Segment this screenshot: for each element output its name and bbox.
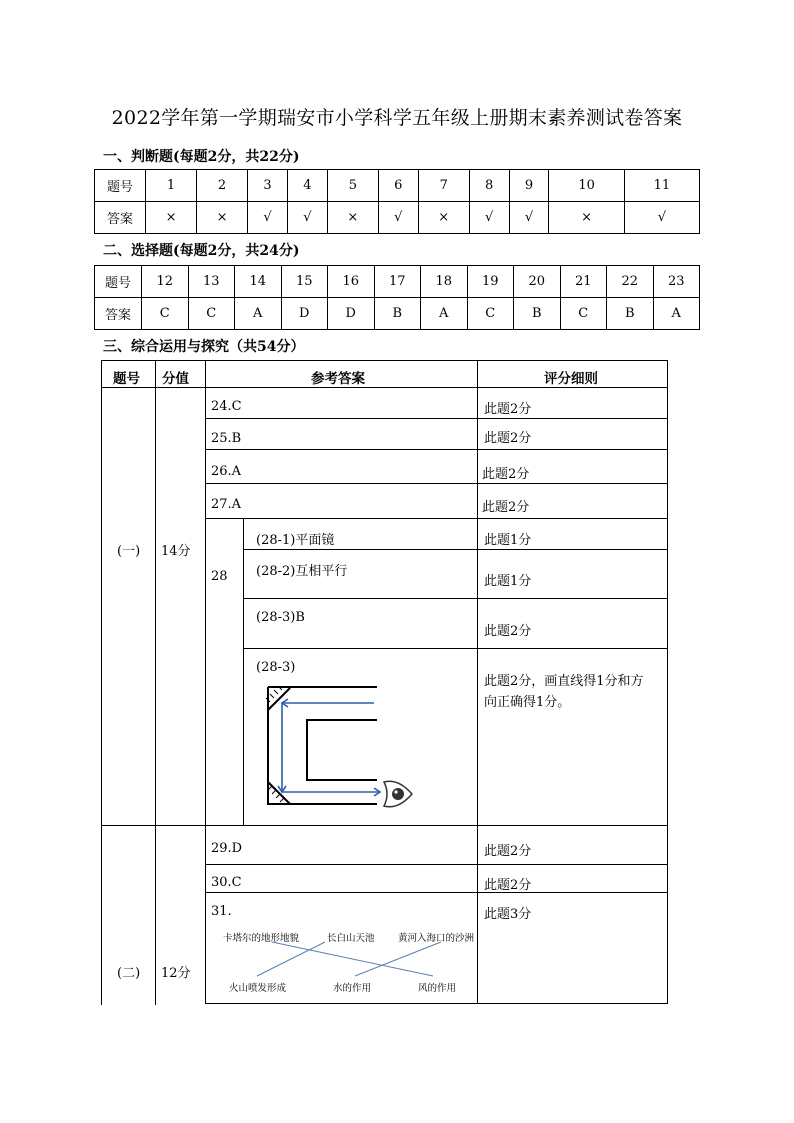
answer-cell: B (514, 298, 561, 330)
table-border (101, 360, 102, 1005)
question-28-label: 28 (211, 569, 228, 584)
rule-30: 此题2分 (484, 878, 532, 893)
table-border (205, 518, 667, 519)
question-number: 21 (560, 266, 607, 298)
table-border (243, 549, 667, 550)
question-number: 19 (467, 266, 514, 298)
answer-cell: √ (378, 202, 418, 234)
section-heading-choice: 二、选择题(每题2分，共24分) (103, 243, 300, 259)
question-number: 1 (146, 170, 197, 202)
answer-cell: √ (469, 202, 509, 234)
row-label: 题号 (95, 170, 146, 202)
question-number: 22 (607, 266, 654, 298)
question-number: 13 (188, 266, 235, 298)
question-number: 15 (281, 266, 328, 298)
question-number: 5 (327, 170, 378, 202)
answer-cell: A (421, 298, 468, 330)
answer-29: 29.D (211, 841, 243, 856)
answer-cell: × (146, 202, 197, 234)
match-item-top: 长白山天池 (327, 933, 375, 944)
table-row (95, 266, 700, 298)
periscope-diagram (262, 682, 422, 812)
question-number: 23 (653, 266, 700, 298)
rule-28-4-line2: 向正确得1分。 (484, 695, 571, 710)
answer-cell: √ (248, 202, 288, 234)
answer-cell: A (235, 298, 282, 330)
rule-26: 此题2分 (482, 467, 530, 482)
table-border (101, 387, 667, 388)
choice-answer-table (94, 265, 700, 330)
answer-cell: × (549, 202, 624, 234)
group-label: (二) (117, 966, 141, 981)
answer-cell: D (281, 298, 328, 330)
table-border (243, 518, 244, 825)
question-number: 2 (197, 170, 248, 202)
answer-cell: C (467, 298, 514, 330)
table-border (155, 360, 156, 1005)
rule-24: 此题2分 (484, 402, 532, 417)
answer-cell: D (328, 298, 375, 330)
rule-28-2: 此题1分 (484, 574, 532, 589)
answer-cell: √ (509, 202, 549, 234)
eye-icon (384, 781, 412, 807)
question-number: 9 (509, 170, 549, 202)
rule-27: 此题2分 (482, 500, 530, 515)
group-score: 12分 (161, 966, 191, 981)
match-item-top: 卡塔尔的地形地貌 (223, 933, 300, 944)
question-number: 18 (421, 266, 468, 298)
answer-cell: × (418, 202, 469, 234)
answer-24: 24.C (211, 399, 242, 414)
header-question-no: 题号 (113, 371, 140, 387)
question-number: 11 (624, 170, 699, 202)
match-item-bottom: 水的作用 (333, 983, 372, 994)
match-item-bottom: 火山喷发形成 (229, 983, 287, 994)
answer-cell: × (327, 202, 378, 234)
answer-cell: B (374, 298, 421, 330)
table-row (95, 202, 700, 234)
rule-31: 此题3分 (484, 907, 532, 922)
table-row (95, 298, 700, 330)
answer-30: 30.C (211, 875, 242, 890)
group-label: (一) (117, 544, 141, 559)
match-item-top: 黄河入海口的沙洲 (398, 933, 475, 944)
question-number: 6 (378, 170, 418, 202)
table-border (205, 864, 667, 865)
matching-lines (205, 890, 477, 1003)
row-label: 答案 (95, 298, 142, 330)
section-heading-judgement: 一、判断题(每题2分，共22分) (103, 149, 300, 165)
table-border (205, 418, 667, 419)
match-line (272, 942, 433, 976)
answer-cell: C (560, 298, 607, 330)
table-border (667, 360, 668, 1004)
rule-25: 此题2分 (484, 431, 532, 446)
table-border (243, 648, 667, 649)
answer-cell: A (653, 298, 700, 330)
answer-28-2: (28-2)互相平行 (256, 564, 348, 579)
group-score: 14分 (161, 544, 191, 559)
answer-28-3: (28-3)B (256, 610, 305, 625)
match-line (257, 942, 325, 976)
answer-cell: C (188, 298, 235, 330)
question-number: 16 (328, 266, 375, 298)
row-label: 题号 (95, 266, 142, 298)
table-border (205, 483, 667, 484)
table-border (205, 449, 667, 450)
header-scoring-rule: 评分细则 (544, 371, 598, 387)
answer-28-1: (28-1)平面镜 (256, 533, 335, 548)
table-row (95, 170, 700, 202)
question-number: 14 (235, 266, 282, 298)
answer-28-4: (28-3) (256, 660, 296, 675)
rule-28-4-line1: 此题2分，画直线得1分和方 (484, 674, 644, 689)
match-line (355, 942, 441, 976)
table-border (101, 360, 667, 361)
question-number: 3 (248, 170, 288, 202)
question-number: 20 (514, 266, 561, 298)
table-border (101, 825, 667, 826)
header-reference-answer: 参考答案 (311, 371, 365, 387)
answer-31: 31. (211, 904, 232, 919)
judgement-answer-table (94, 169, 700, 234)
question-number: 4 (287, 170, 327, 202)
match-item-bottom: 风的作用 (418, 983, 457, 994)
answer-25: 25.B (211, 431, 242, 446)
answer-cell: B (607, 298, 654, 330)
question-number: 8 (469, 170, 509, 202)
answer-cell: √ (624, 202, 699, 234)
answer-26: 26.A (211, 464, 242, 479)
section-heading-comprehensive: 三、综合运用与探究（共54分） (103, 339, 305, 355)
page-title: 2022学年第一学期瑞安市小学科学五年级上册期末素养测试卷答案 (111, 107, 683, 129)
question-number: 17 (374, 266, 421, 298)
row-label: 答案 (95, 202, 146, 234)
question-number: 7 (418, 170, 469, 202)
header-score: 分值 (162, 371, 189, 387)
answer-27: 27.A (211, 497, 242, 512)
table-border (477, 360, 478, 1004)
question-number: 10 (549, 170, 624, 202)
answer-cell: √ (287, 202, 327, 234)
rule-28-1: 此题1分 (484, 533, 532, 548)
question-number: 12 (142, 266, 189, 298)
rule-28-3: 此题2分 (484, 624, 532, 639)
answer-cell: C (142, 298, 189, 330)
table-border (243, 598, 667, 599)
answer-cell: × (197, 202, 248, 234)
table-border (205, 1003, 667, 1004)
rule-29: 此题2分 (484, 844, 532, 859)
